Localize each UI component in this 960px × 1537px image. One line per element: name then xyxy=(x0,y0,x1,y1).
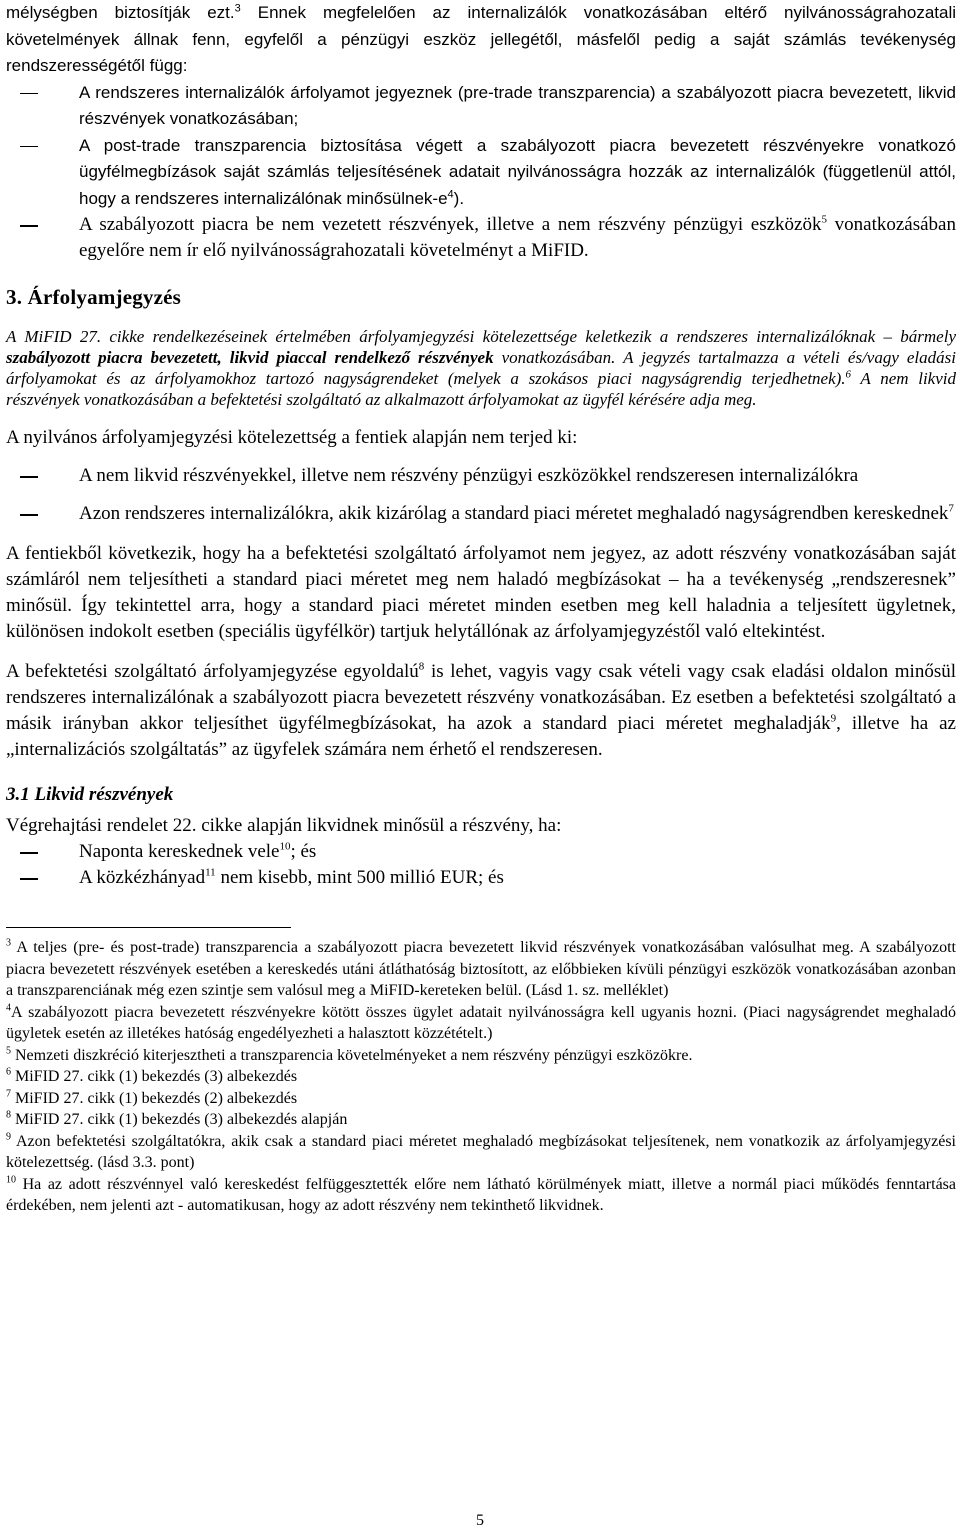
footnote-ref[interactable]: 3 xyxy=(234,2,241,15)
footnote: $^3$ A teljes (pre- és post-trade) transzparencia a szabályozott piacra bevezetett likvid részvények vonatkozásában valósulhat meg. A szabályozott piacra bevezetett részvények esetében a kereskedés utáni átláthatóság biztosított, az előbbieken kívüli pénzügyi eszközök vonatkozásában azonban a transzparenciának még ezen szintje sem valósul meg a MiFID-kereteken belül. (Lásd 1. sz. melléklet) xyxy=(6,937,956,999)
footnote: $^6$ MiFID 27. cikk (1) bekezdés (3) albekezdés xyxy=(6,1066,298,1085)
footnote-ref[interactable]: 8 xyxy=(418,660,425,673)
dash-bullet-icon xyxy=(20,514,38,516)
list-item: A nem likvid részvényekkel, illetve nem részvény pénzügyi eszközökkel rendszeresen internalizálókra xyxy=(6,463,956,489)
paragraph: A nyilvános árfolyamjegyzési kötelezettség a fentiek alapján nem terjed ki: xyxy=(6,427,578,448)
footnote-ref[interactable]: 11 xyxy=(205,866,216,879)
page-number: 5 xyxy=(476,1512,484,1529)
list-item: Naponta kereskednek vele$^{10}$; és xyxy=(6,839,956,865)
footnote-ref[interactable]: 5 xyxy=(821,213,827,226)
list-item: A rendszeres internalizálók árfolyamot jegyeznek (pre-trade transzparencia) a szabályozott piacra bevezetett, likvid részvények vonatkozásában; xyxy=(6,80,956,133)
list-item: A közkézhányad$^{11}$ nem kisebb, mint 500 millió EUR; és xyxy=(6,865,956,891)
bold-italic-phrase: szabályozott piacra bevezetett, likvid piaccal rendelkező részvények xyxy=(6,348,494,367)
dash-bullet-icon xyxy=(20,225,38,227)
document-page xyxy=(6,0,956,1217)
dash-bullet-icon xyxy=(20,852,38,854)
dash-bullet-icon xyxy=(20,93,38,95)
footnote-separator xyxy=(6,927,291,928)
footnote: $^7$ MiFID 27. cikk (1) bekezdés (2) albekezdés xyxy=(6,1088,298,1107)
footnote: $^5$ Nemzeti diszkréció kiterjesztheti a transzparencia követelményeket a nem részvény pénzügyi eszközökre. xyxy=(6,1045,693,1064)
footnote-ref[interactable]: 4 xyxy=(447,187,454,200)
paragraph: A fentiekből következik, hogy ha a befektetési szolgáltató árfolyamot nem jegyez, az adott részvény vonatkozásában saját számláról nem teljesítheti a standard piaci méretet meg nem haladó megbízásokat – ha a tevékenység „rendszeresnek” minősül. Így tekintettel arra, hogy a standard piaci méretet minden esetben meg kell haladnia a teljesített ügyletnek, különösen indokolt esetben (speciális ügyfélkör) tartjuk helytállónak az árfolyamjegyzéstől való eltekintést. xyxy=(6,543,956,642)
footnote-ref[interactable]: 9 xyxy=(830,712,837,725)
footnotes xyxy=(6,937,956,1217)
footnote: $^9$ Azon befektetési szolgáltatókra, akik csak a standard piaci méretet meghaladó megbízásokat teljesítenek, nem vonatkozik az árfolyamjegyzési kötelezettség. (lásd 3.3. pont) xyxy=(6,1131,956,1171)
footnote: $^4$A szabályozott piacra bevezetett részvényekre kötött összes ügylet adatait nyilvánosságra kell ugyanis hozni. (Piaci nagyságrendet meghaladó ügyletek esetén az illetékes hatóság engedélyezheti a halasztott közzétételt.) xyxy=(6,1002,956,1042)
section-heading: 3. Árfolyamjegyzés xyxy=(6,285,182,309)
list-item: A szabályozott piacra be nem vezetett részvények, illetve a nem részvény pénzügyi eszközök$^5$ vonatkozásában egyelőre nem ír elő nyilvánosságrahozatali követelményt a MiFID. xyxy=(6,212,956,264)
list-item: Azon rendszeres internalizálókra, akik kizárólag a standard piaci méretet meghaladó nagyságrendben kereskednek$^7$ xyxy=(6,501,956,527)
paragraph: Végrehajtási rendelet 22. cikke alapján likvidnek minősül a részvény, ha: xyxy=(6,815,562,836)
intro-text-1: mélységben biztosítják ezt. xyxy=(6,3,235,22)
dash-bullet-icon xyxy=(20,878,38,880)
footnote: $^8$ MiFID 27. cikk (1) bekezdés (3) albekezdés alapján xyxy=(6,1109,348,1128)
dash-bullet-icon xyxy=(20,476,38,478)
footnote: $^{10}$ Ha az adott részvénnyel való kereskedést felfüggesztették előre nem látható körülmények miatt, illetve a normál piaci működés fenntartása érdekében, nem jelenti azt - automatikusan, hogy az adott részvény nem tekinthető likvidnek. xyxy=(6,1174,956,1214)
dash-bullet-icon xyxy=(20,146,38,148)
footnote-ref[interactable]: 10 xyxy=(279,840,291,853)
footnote-ref[interactable]: 7 xyxy=(948,502,954,515)
paragraph: A befektetési szolgáltató árfolyamjegyzése egyoldalú$^8$ is lehet, vagyis vagy csak vételi vagy csak eladási oldalon minősül rendszeres internalizálónak a szabályozott piacra bevezetett részvény vonatkozásában. Ez esetben a befektetési szolgáltató a másik irányban akkor teljesíthet ügyfélmegbízásokat, ha azok a standard piaci méretet meghaladják$^9$, illetve ha az „internalizációs szolgáltatás” az ügyfelek számára nem érhető el rendszeresen. xyxy=(6,660,956,760)
intro-text-2: Ennek megfelelően az internalizálók vonatkozásában eltérő nyilvánosságrahozatali követelmények állnak fenn, egyfelől a pénzügyi eszköz jellegétől, másfelől pedig a saját számlás tevékenység rendszerességétől függ: xyxy=(6,3,957,75)
intro-paragraph xyxy=(6,0,956,80)
list-item: A post-trade transzparencia biztosítása végett a szabályozott piacra bevezetett részvényekre vonatkozó ügyfélmegbízások saját számlás teljesítésének adatait nyilvánosságra hozzák az internalizálók (függetlenül attól, hogy a rendszeres internalizálónak minősülnek-$e^4$). xyxy=(6,133,956,213)
footnote-ref[interactable]: 6 xyxy=(845,368,852,381)
italic-paragraph: A MiFID 27. cikke rendelkezéseinek értelmében árfolyamjegyzési kötelezettsége keletkezik a rendszeres internalizálóknak – bármely szabályozott piacra bevezetett, likvid piaccal rendelkező részvények vonatkozásában. A jegyzés tartalmazza a vételi és/vagy eladási árfolyamokat és az árfolyamokhoz tartozó nagyságrendeket (melyek a szokásos piaci nagyságrendig terjedhetnek).$^6$ A nem likvid részvények vonatkozásában a befektetési szolgáltató az alkalmazott árfolyamokat az ügyfél kérésére adja meg. xyxy=(6,327,956,409)
subsection-heading: 3.1 Likvid részvények xyxy=(6,784,174,805)
